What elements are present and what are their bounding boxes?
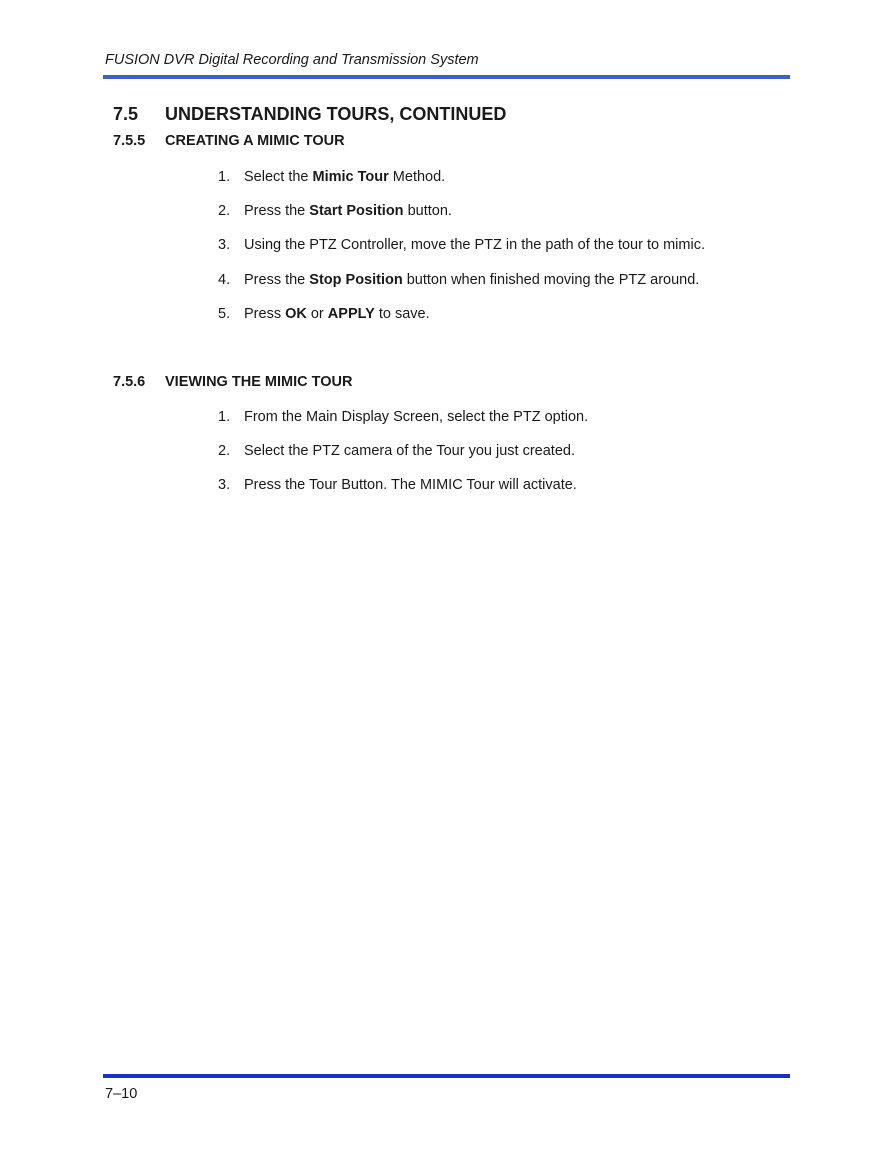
list-item: 2. Press the Start Position button. [218, 203, 452, 220]
page-number: 7–10 [105, 1086, 138, 1102]
header-rule [103, 75, 790, 79]
subsection-title: VIEWING THE MIMIC TOUR [165, 374, 353, 390]
running-header: FUSION DVR Digital Recording and Transmission System [105, 52, 479, 68]
list-item: 1. From the Main Display Screen, select the PTZ option. [218, 409, 589, 425]
section-title: UNDERSTANDING TOURS, CONTINUED [165, 104, 507, 124]
subsection-number: 7.5.5 [113, 133, 146, 149]
section-heading [113, 104, 506, 125]
list-item: 4. Press the Stop Position button when finished moving the PTZ around. [218, 271, 700, 288]
section-number: 7.5 [113, 104, 139, 124]
subsection-heading-create [113, 133, 345, 149]
subsection-heading-view [113, 374, 352, 390]
list-item: 2. Select the PTZ camera of the Tour you just created. [218, 443, 575, 460]
list-item: 3. Press the Tour Button. The MIMIC Tour will activate. [218, 477, 577, 494]
list-item: 5. Press OK or APPLY to save. [218, 305, 430, 322]
list-item: 3. Using the PTZ Controller, move the PTZ in the path of the tour to mimic. [218, 237, 705, 254]
create-steps-list [218, 168, 705, 339]
footer-rule [103, 1074, 790, 1078]
view-steps-list [218, 408, 588, 511]
subsection-title: CREATING A MIMIC TOUR [165, 133, 345, 149]
list-item: 1. Select the Mimic Tour Method. [218, 169, 446, 185]
subsection-number: 7.5.6 [113, 374, 146, 390]
